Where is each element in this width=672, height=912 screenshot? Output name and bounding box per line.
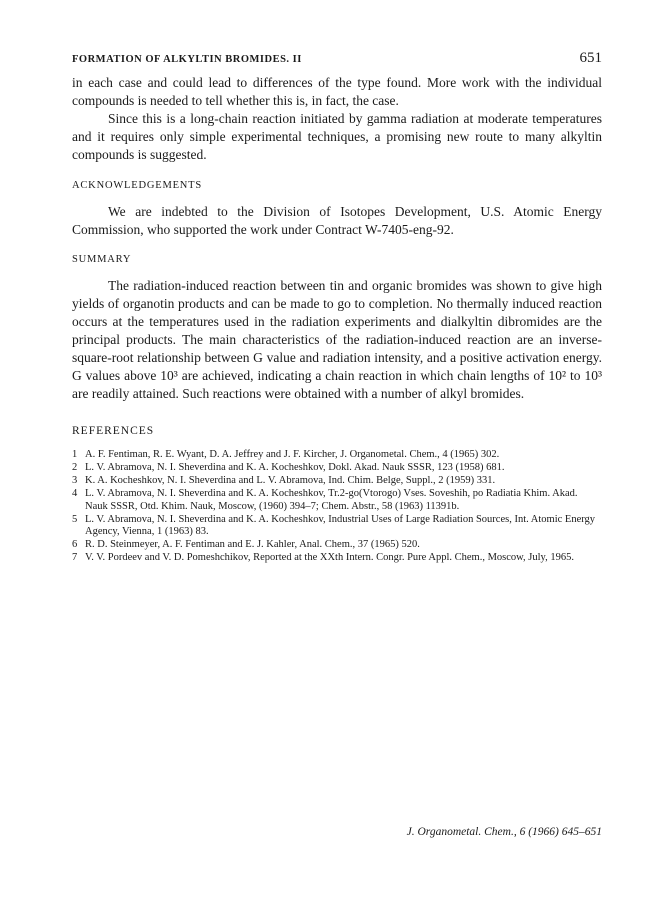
reference-number: 1: [72, 449, 78, 460]
reference-text: L. V. Abramova, N. I. Sheverdina and K. A. Kocheshkov, Industrial Uses of Large Radiation Sources, Int. Atomic Energy Agency, Vienna, 1 (1963) 83.: [85, 513, 596, 537]
reference-list: [72, 449, 602, 565]
reference-number: 5: [72, 513, 78, 525]
reference-text: V. V. Pordeev and V. D. Pomeshchikov, Reported at the XXth Intern. Congr. Pure Appl. Chem., Moscow, July, 1965.: [85, 552, 575, 563]
acknowledgements-heading: ACKNOWLEDGEMENTS: [72, 180, 203, 191]
summary-text: The radiation-induced reaction between tin and organic bromides was shown to give high yields of organotin products and can be made to go to completion. No thermally induced reaction occurs at the temperatures used in the radiation experiments and dialkyltin dibromides are the principal products. The main characteristics of the radiation-induced reaction are an inverse-square-root relationship between G value and radiation intensity, and a positive activation energy. G values above 10³ are achieved, indicating a chain reaction in which chain lengths of 10² to 10³ are readily attained. Such reactions were obtained with a number of alkyl bromides.: [72, 278, 602, 401]
reference-text: R. D. Steinmeyer, A. F. Fentiman and E. J. Kahler, Anal. Chem., 37 (1965) 520.: [85, 539, 420, 550]
reference-item: [72, 552, 602, 565]
reference-text: L. V. Abramova, N. I. Sheverdina and K. A. Kocheshkov, Dokl. Akad. Nauk SSSR, 123 (1958) 681.: [85, 462, 505, 473]
page-content: [72, 50, 602, 565]
references-heading: REFERENCES: [72, 425, 155, 437]
reference-item: [72, 539, 602, 552]
reference-item: [72, 488, 602, 513]
body-paragraph-continued: in each case and could lead to differences of the type found. More work with the individual compounds is needed to tell whether this is, in fact, the case.: [72, 75, 602, 108]
page-number: 651: [579, 50, 602, 66]
running-title: FORMATION OF ALKYLTIN BROMIDES. II: [72, 54, 302, 65]
summary-heading: SUMMARY: [72, 254, 132, 265]
reference-item: [72, 475, 602, 488]
reference-number: 3: [72, 475, 78, 486]
reference-item: [72, 514, 602, 539]
reference-number: 6: [72, 539, 78, 550]
running-header: [72, 50, 602, 74]
journal-citation-footer: J. Organometal. Chem., 6 (1966) 645–651: [406, 826, 602, 838]
reference-item: [72, 449, 602, 462]
reference-number: 7: [72, 552, 78, 563]
reference-item: [72, 462, 602, 475]
reference-text: A. F. Fentiman, R. E. Wyant, D. A. Jeffrey and J. F. Kircher, J. Organometal. Chem., 4 (1965) 302.: [85, 449, 500, 460]
reference-number: 2: [72, 462, 78, 473]
body-paragraph: Since this is a long-chain reaction initiated by gamma radiation at moderate temperatures and it requires only simple experimental techniques, a promising new route to many alkyltin compounds is suggested.: [72, 111, 602, 162]
acknowledgements-text: We are indebted to the Division of Isotopes Development, U.S. Atomic Energy Commission, who supported the work under Contract W-7405-eng-92.: [72, 204, 602, 237]
reference-number: 4: [72, 488, 78, 499]
reference-text: L. V. Abramova, N. I. Sheverdina and K. A. Kocheshkov, Tr.2-go(Vtorogo) Vses. Soveshih, po Radiatia Khim. Akad. Nauk SSSR, Otd. Khim. Nauk, Moscow, (1960) 394–7; Chem. Abstr., 58 (1963) 11391b.: [85, 488, 578, 512]
reference-text: K. A. Kocheshkov, N. I. Sheverdina and L. V. Abramova, Ind. Chim. Belge, Suppl., 2 (1959) 331.: [85, 475, 496, 486]
